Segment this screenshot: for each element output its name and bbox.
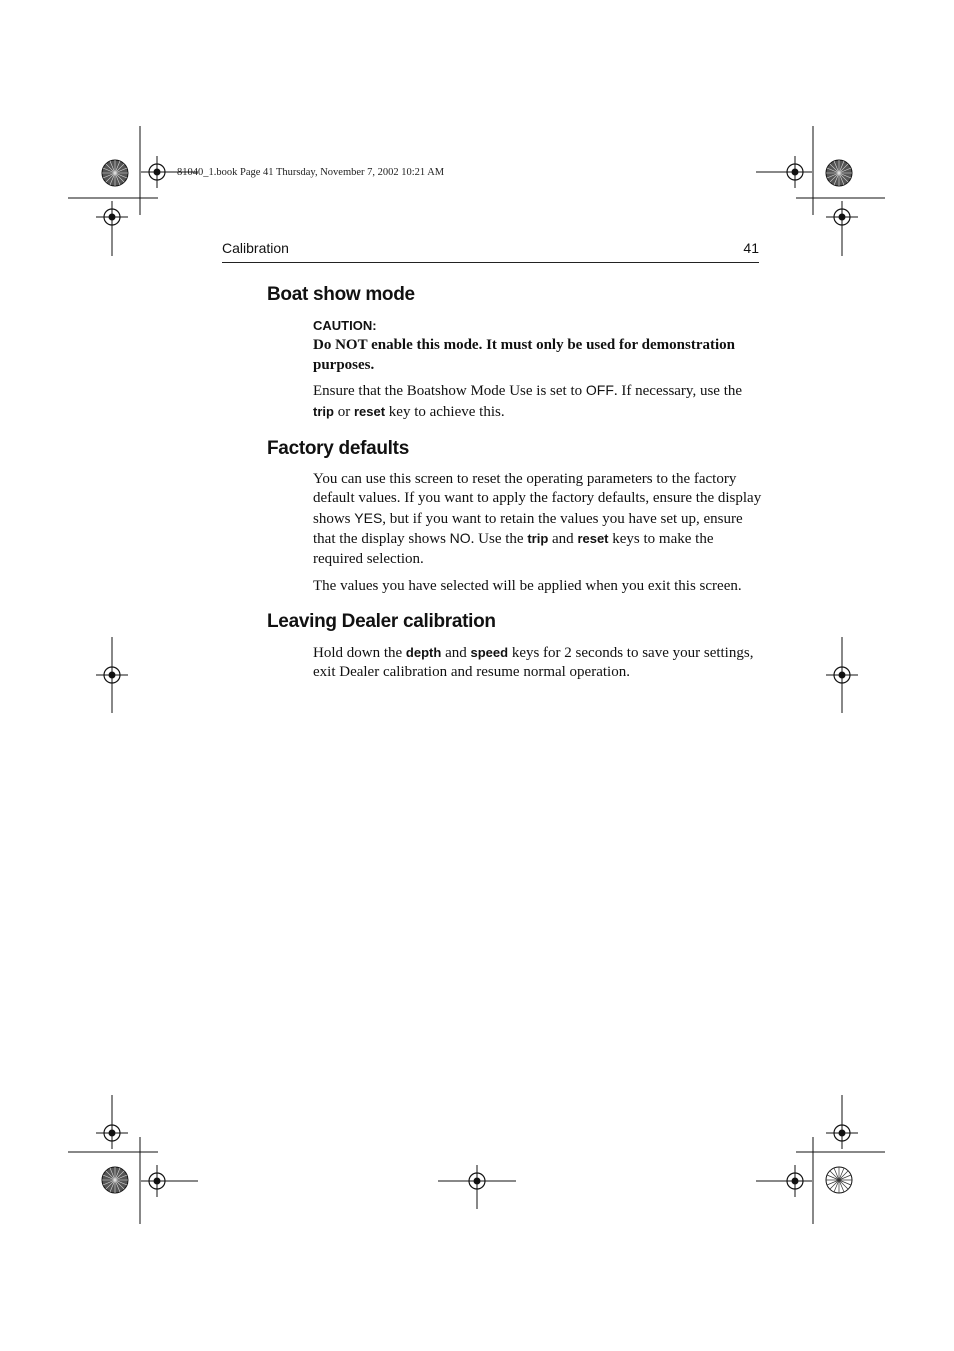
key-trip: trip — [527, 531, 549, 547]
boat-show-paragraph: Ensure that the Boatshow Mode Use is set to OFF. If necessary, use the trip or reset key to achieve this. — [313, 382, 743, 420]
display-value-off: OFF — [585, 382, 614, 399]
caution-label: CAUTION: — [313, 318, 377, 333]
factory-paragraph-1: You can use this screen to reset the operating parameters to the factory default values. If you want to apply the factory defaults, ensure the display shows YES, but if you want to retain the values you have set up, ensure that the display shows NO. Use the trip and reset keys to make the required selection. — [313, 471, 762, 567]
display-value-no: NO — [449, 530, 471, 547]
heading-boat-show-mode: Boat show mode — [267, 284, 415, 305]
key-reset: reset — [353, 403, 386, 419]
key-depth: depth — [405, 645, 442, 660]
factory-paragraph-2: The values you have selected will be applied when you exit this screen. — [313, 578, 742, 595]
leaving-paragraph: Hold down the depth and speed keys for 2 seconds to save your settings, exit Dealer calibration and resume normal operation. — [313, 645, 754, 681]
print-slug: 81040_1.book Page 41 Thursday, November 7, 2002 10:21 AM — [177, 167, 445, 178]
key-reset: reset — [577, 531, 609, 547]
heading-factory-defaults: Factory defaults — [267, 438, 409, 459]
key-speed: speed — [470, 645, 509, 660]
page-number: 41 — [743, 240, 759, 256]
display-value-yes: YES — [354, 509, 383, 526]
heading-leaving-dealer-calibration: Leaving Dealer calibration — [267, 611, 496, 632]
caution-text: Do NOT enable this mode. It must only be used for demonstration purposes. — [313, 337, 735, 373]
running-header-section: Calibration — [222, 240, 289, 256]
key-trip: trip — [313, 403, 334, 419]
